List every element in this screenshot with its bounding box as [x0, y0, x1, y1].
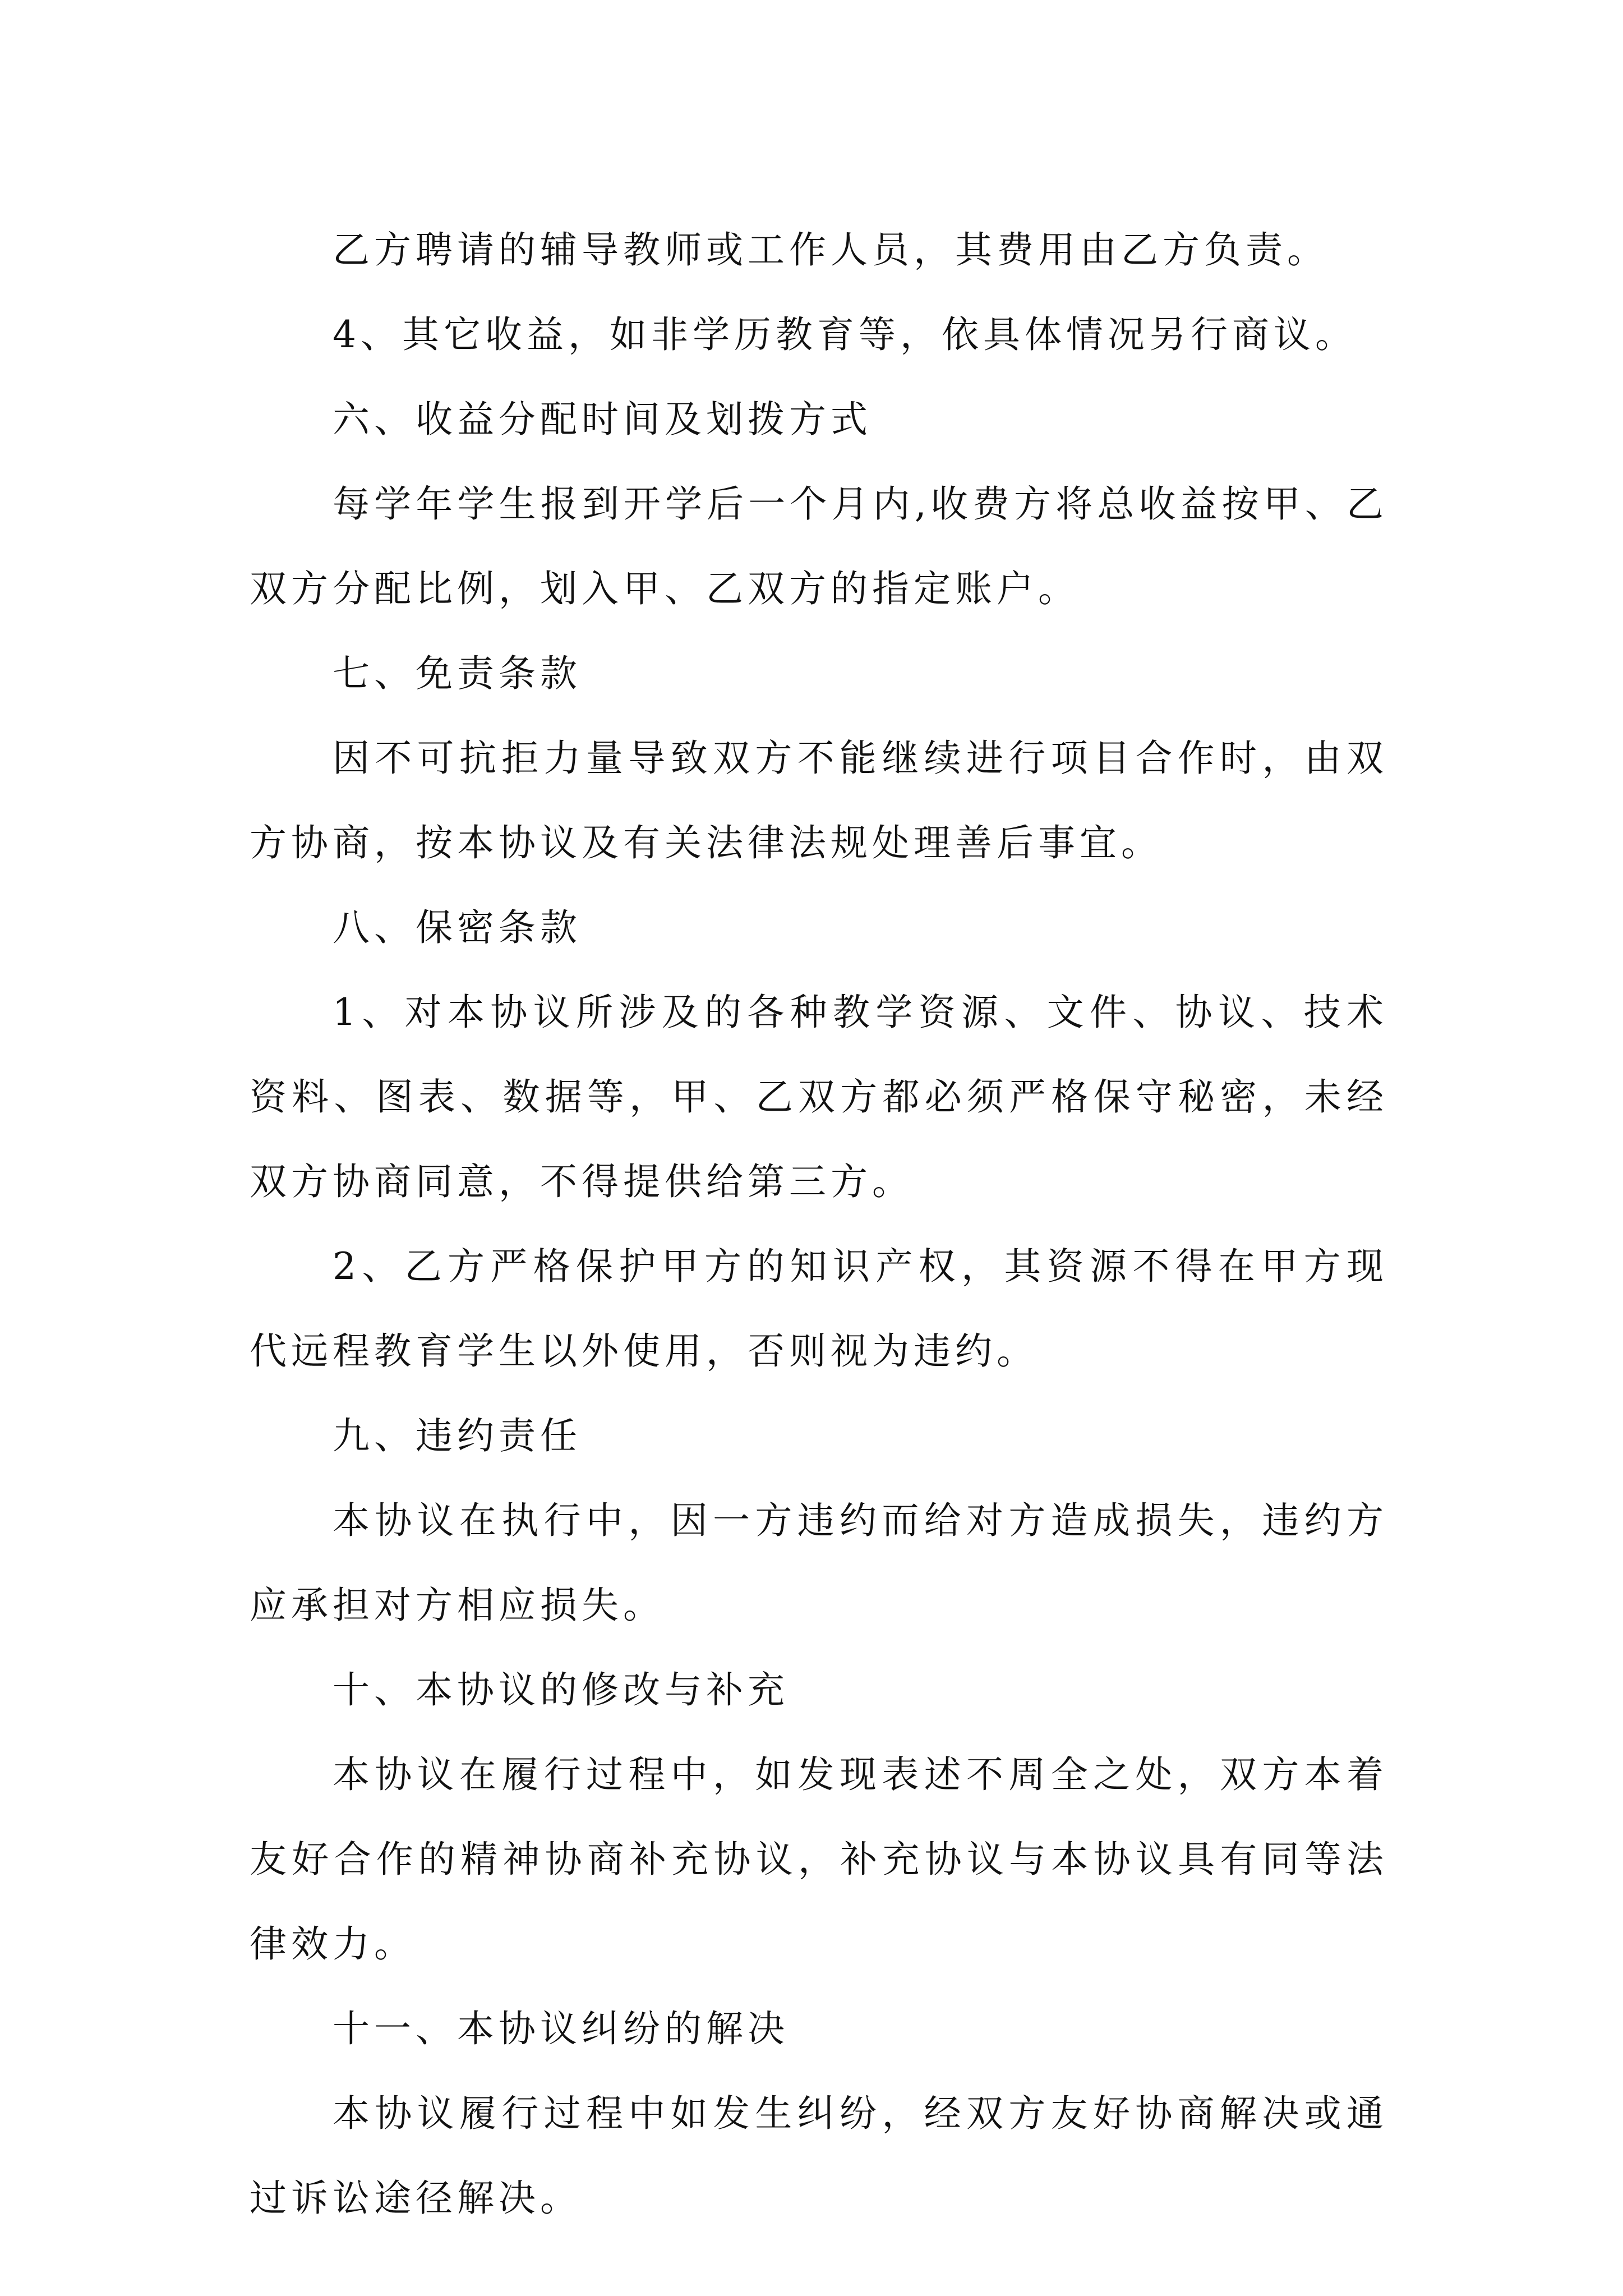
paragraph-breach: 本协议在执行中，因一方违约而给对方造成损失，违约方应承担对方相应损失。: [250, 1499, 1388, 1627]
paragraph-distribution: 每学年学生报到开学后一个月内,收费方将总收益按甲、乙双方分配比例，划入甲、乙双方的指定账户。: [250, 482, 1388, 610]
section-heading-disclaimer: 七、免责条款: [333, 652, 582, 695]
paragraph-amendment: 本协议在履行过程中，如发现表述不周全之处，双方本着友好合作的精神协商补充协议，补充协议与本协议具有同等法律效力。: [250, 1753, 1388, 1966]
section-heading-distribution: 六、收益分配时间及划拨方式: [333, 398, 872, 441]
paragraph-other-income: 4、其它收益，如非学历教育等，依具体情况另行商议。: [333, 313, 1357, 356]
document-body: [250, 208, 1388, 2240]
section-heading-amendment: 十、本协议的修改与补充: [333, 1668, 789, 1711]
paragraph-confidentiality-1: 1、对本协议所涉及的各种教学资源、文件、协议、技术资料、图表、数据等，甲、乙双方都必须严格保守秘密，未经双方协商同意，不得提供给第三方。: [250, 991, 1388, 1203]
paragraph-fee-responsibility: 乙方聘请的辅导教师或工作人员，其费用由乙方负责。: [333, 228, 1329, 272]
paragraph-disclaimer: 因不可抗拒力量导致双方不能继续进行项目合作时，由双方协商，按本协议及有关法律法规处理善后事宜。: [250, 737, 1388, 864]
section-heading-dispute: 十一、本协议纠纷的解决: [333, 2007, 789, 2050]
paragraph-dispute: 本协议履行过程中如发生纠纷，经双方友好协商解决或通过诉讼途径解决。: [250, 2092, 1388, 2220]
paragraph-confidentiality-2: 2、乙方严格保护甲方的知识产权，其资源不得在甲方现代远程教育学生以外使用，否则视为违约。: [250, 1245, 1388, 1373]
section-heading-breach: 九、违约责任: [333, 1414, 582, 1457]
section-heading-confidentiality: 八、保密条款: [333, 906, 582, 949]
